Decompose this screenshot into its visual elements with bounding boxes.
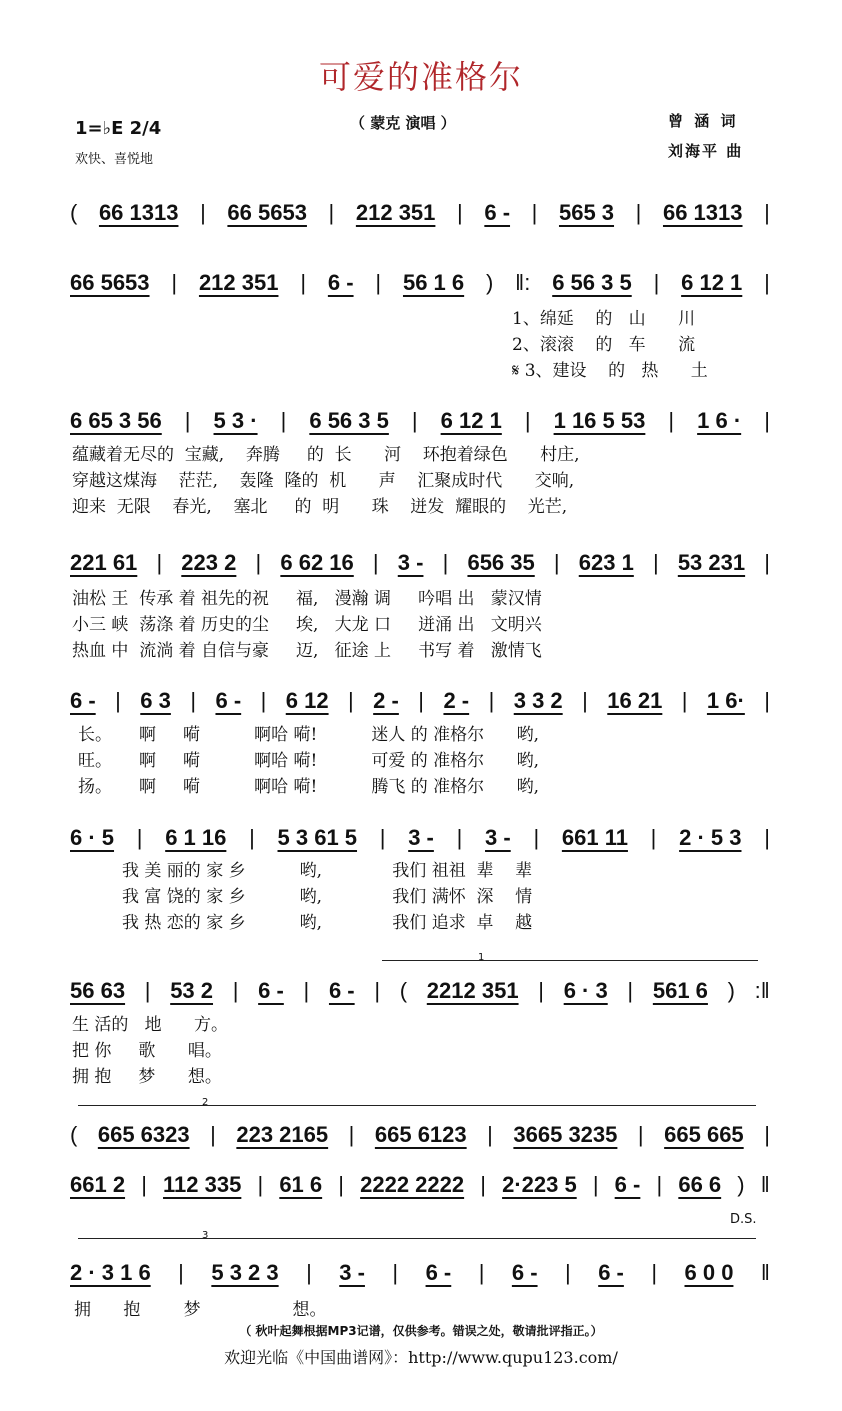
barline: | bbox=[260, 688, 267, 713]
measure: 16 21 bbox=[607, 688, 663, 713]
volta-bracket bbox=[78, 1105, 756, 1106]
notation-row bbox=[70, 408, 770, 434]
measure: 3 - bbox=[397, 550, 424, 575]
measure: 61 6 bbox=[279, 1172, 323, 1197]
notation-row bbox=[70, 550, 770, 576]
measure: 66 5653 bbox=[70, 270, 150, 295]
lyric-line: 拥 抱 梦 想。 bbox=[74, 1300, 327, 1320]
barline: | bbox=[764, 825, 770, 850]
notation-row bbox=[70, 825, 770, 851]
volta-bracket bbox=[382, 960, 758, 961]
lyrics-verse-intro bbox=[512, 306, 708, 384]
measure: 6 - bbox=[614, 1172, 641, 1197]
barline: | bbox=[255, 550, 262, 575]
barline: ) bbox=[727, 978, 735, 1003]
measure: 661 2 bbox=[70, 1172, 126, 1197]
measure: 6 1 16 bbox=[165, 825, 227, 850]
measure: 112 335 bbox=[163, 1172, 242, 1197]
footnote: （ 秋叶起舞根据MP3记谱，仅供参考。错误之处，敬请批评指正。） bbox=[239, 1324, 603, 1338]
composer-credit: 刘海平 曲 bbox=[668, 142, 744, 160]
lyric-line: 拥 抱 梦 想。 bbox=[72, 1067, 222, 1087]
measure: 2 - bbox=[443, 688, 470, 713]
barline: | bbox=[184, 408, 191, 433]
measure: 6 62 16 bbox=[280, 550, 354, 575]
volta-bracket bbox=[78, 1238, 756, 1239]
measure: 6 0 0 bbox=[684, 1260, 734, 1285]
lyric-line: 扬。 啊 嗬 啊哈 嗬! 腾飞 的 准格尔 哟, bbox=[78, 777, 539, 797]
barline: | bbox=[300, 270, 307, 295]
barline: | bbox=[764, 270, 770, 295]
barline: | bbox=[627, 978, 634, 1003]
barline: | bbox=[338, 1172, 344, 1197]
barline: | bbox=[200, 200, 206, 225]
measure: 6 - bbox=[215, 688, 242, 713]
measure: 6 - bbox=[327, 270, 354, 295]
lyrics-block bbox=[72, 442, 580, 520]
song-title: 可爱的准格尔 bbox=[318, 58, 523, 96]
measure: 6 · 3 bbox=[563, 978, 608, 1003]
barline: | bbox=[190, 688, 197, 713]
barline: | bbox=[136, 825, 143, 850]
barline: | bbox=[171, 270, 178, 295]
barline: | bbox=[635, 200, 642, 225]
notation-row bbox=[70, 200, 770, 226]
barline: | bbox=[374, 978, 381, 1003]
barline: | bbox=[764, 688, 770, 713]
barline: | bbox=[652, 550, 659, 575]
barline: | bbox=[582, 688, 588, 713]
lyric-line: 旺。 啊 嗬 啊哈 嗬! 可爱 的 准格尔 哟, bbox=[78, 751, 539, 771]
dal-segno-mark: D.S. bbox=[730, 1212, 757, 1227]
notation-row bbox=[70, 270, 770, 296]
barline: | bbox=[764, 408, 770, 433]
barline: | bbox=[553, 550, 560, 575]
measure: 2 · 3 1 6 bbox=[70, 1260, 151, 1285]
barline: | bbox=[379, 825, 386, 850]
measure: 221 61 bbox=[70, 550, 138, 575]
barline: | bbox=[533, 825, 540, 850]
measure: 6 12 1 bbox=[681, 270, 743, 295]
barline: | bbox=[488, 688, 495, 713]
barline: | bbox=[210, 1122, 216, 1147]
measure: 1 16 5 53 bbox=[553, 408, 646, 433]
measure: 56 63 bbox=[70, 978, 126, 1003]
barline: | bbox=[328, 200, 335, 225]
lyric-line: 𝄋 3、建设 的 热 土 bbox=[512, 361, 708, 381]
barline: ) bbox=[737, 1172, 745, 1197]
volta-number: 3 bbox=[202, 1230, 209, 1241]
measure: 66 1313 bbox=[662, 200, 743, 225]
barline: | bbox=[418, 688, 425, 713]
measure: 6 56 3 5 bbox=[552, 270, 632, 295]
lyric-line: 长。 啊 嗬 啊哈 嗬! 迷人 的 准格尔 哟, bbox=[78, 725, 539, 745]
barline: ) bbox=[485, 270, 494, 295]
volta-number: 2 bbox=[202, 1097, 209, 1108]
barline: | bbox=[531, 200, 538, 225]
barline: | bbox=[480, 1172, 486, 1197]
lyric-line: 迎来 无限 春光, 塞北 的 明 珠 迸发 耀眼的 光芒, bbox=[72, 497, 568, 517]
barline: | bbox=[456, 825, 463, 850]
barline: | bbox=[156, 550, 163, 575]
lyric-line: 把 你 歌 唱。 bbox=[72, 1041, 222, 1061]
measure: 3 - bbox=[485, 825, 511, 850]
measure: 565 3 bbox=[558, 200, 615, 225]
lyrics-block bbox=[74, 1295, 327, 1320]
lyric-line: 蕴藏着无尽的 宝藏, 奔腾 的 长 河 环抱着绿色 村庄, bbox=[72, 445, 580, 465]
lyrics-block bbox=[78, 722, 539, 800]
notation-row bbox=[70, 1122, 770, 1148]
lyric-line: 热血 中 流淌 着 自信与豪 迈, 征途 上 书写 着 激情飞 bbox=[72, 641, 542, 661]
measure: 561 6 bbox=[652, 978, 708, 1003]
lyric-line: 我 热 恋的 家 乡 哟, 我们 追求 卓 越 bbox=[122, 913, 533, 933]
barline: | bbox=[232, 978, 239, 1003]
measure: 6 - bbox=[70, 688, 96, 713]
barline: | bbox=[144, 978, 151, 1003]
barline: | bbox=[651, 1260, 658, 1285]
measure: 6 - bbox=[598, 1260, 624, 1285]
measure: 53 2 bbox=[170, 978, 214, 1003]
measure: 66 5653 bbox=[227, 200, 307, 225]
lyric-line: 我 美 丽的 家 乡 哟, 我们 祖祖 辈 辈 bbox=[122, 861, 533, 881]
barline: | bbox=[303, 978, 310, 1003]
measure: 6 12 bbox=[285, 688, 329, 713]
barline: | bbox=[538, 978, 544, 1003]
tempo-marking: 欢快、喜悦地 bbox=[75, 152, 154, 167]
lyric-line: 小三 峡 荡涤 着 历史的尘 埃, 大龙 口 迸涌 出 文明兴 bbox=[72, 615, 542, 635]
measure: 6 56 3 5 bbox=[309, 408, 389, 433]
measure: 656 35 bbox=[467, 550, 535, 575]
measure: 6 - bbox=[258, 978, 284, 1003]
measure: 5 3 61 5 bbox=[277, 825, 358, 850]
barline: ( bbox=[70, 200, 78, 225]
barline: | bbox=[306, 1260, 312, 1285]
measure: 5 3 2 3 bbox=[211, 1260, 279, 1285]
barline: | bbox=[141, 1172, 147, 1197]
barline: | bbox=[653, 270, 660, 295]
barline: | bbox=[764, 1122, 770, 1147]
measure: 6 - bbox=[328, 978, 355, 1003]
barline: | bbox=[372, 550, 379, 575]
notation-row bbox=[70, 1172, 770, 1198]
measure: 623 1 bbox=[578, 550, 634, 575]
barline: | bbox=[478, 1260, 485, 1285]
barline: | bbox=[650, 825, 657, 850]
barline: ( bbox=[399, 978, 408, 1003]
measure: 2 · 5 3 bbox=[679, 825, 742, 850]
barline: ‖ bbox=[760, 1260, 770, 1285]
measure: 2222 2222 bbox=[360, 1172, 465, 1197]
barline: | bbox=[392, 1260, 399, 1285]
measure: 1 6· bbox=[706, 688, 745, 713]
lyric-line: 穿越这煤海 茫茫, 轰隆 隆的 机 声 汇聚成时代 交响, bbox=[72, 471, 575, 491]
notation-row bbox=[70, 1260, 770, 1286]
lyrics-block bbox=[122, 858, 532, 936]
barline: ‖: bbox=[515, 270, 531, 295]
measure: 56 1 6 bbox=[402, 270, 465, 295]
barline: | bbox=[592, 1172, 599, 1197]
barline: | bbox=[668, 408, 675, 433]
measure: 66 1313 bbox=[98, 200, 179, 225]
measure: 223 2 bbox=[181, 550, 237, 575]
lyric-line: 油松 王 传承 着 祖先的祝 福, 漫瀚 调 吟唱 出 蒙汉情 bbox=[72, 589, 542, 609]
key-signature: 1=♭E 2/4 bbox=[75, 118, 162, 139]
measure: 6 - bbox=[484, 200, 511, 225]
measure: 2·223 5 bbox=[502, 1172, 577, 1197]
lyricist-credit: 曾 涵 词 bbox=[668, 112, 739, 130]
measure: 66 6 bbox=[678, 1172, 722, 1197]
measure: 5 3 · bbox=[213, 408, 258, 433]
barline: | bbox=[280, 408, 287, 433]
measure: 1 6 · bbox=[697, 408, 742, 433]
measure: 223 2165 bbox=[236, 1122, 329, 1147]
measure: 665 665 bbox=[664, 1122, 744, 1147]
barline: | bbox=[487, 1122, 493, 1147]
barline: | bbox=[375, 270, 382, 295]
measure: 53 231 bbox=[677, 550, 746, 575]
lyrics-block bbox=[72, 1012, 228, 1090]
measure: 3 - bbox=[339, 1260, 365, 1285]
volta-number: 1 bbox=[478, 952, 485, 963]
singer-credit: （ 蒙克 演唱 ） bbox=[350, 114, 456, 132]
barline: | bbox=[442, 550, 449, 575]
barline: | bbox=[249, 825, 255, 850]
barline: | bbox=[115, 688, 121, 713]
measure: 6 - bbox=[425, 1260, 452, 1285]
measure: 2 - bbox=[373, 688, 399, 713]
notation-row bbox=[70, 978, 770, 1004]
measure: 3 - bbox=[408, 825, 434, 850]
measure: 6 65 3 56 bbox=[70, 408, 162, 433]
barline: ( bbox=[70, 1122, 78, 1147]
barline: | bbox=[457, 200, 463, 225]
measure: 661 11 bbox=[561, 825, 628, 850]
barline: | bbox=[764, 550, 770, 575]
lyric-line: 2、滚滚 的 车 流 bbox=[512, 335, 696, 355]
barline: ‖ bbox=[760, 1172, 770, 1197]
barline: | bbox=[681, 688, 688, 713]
site-credit: 欢迎光临《中国曲谱网》：http://www.qupu123.com/ bbox=[224, 1348, 618, 1367]
measure: 212 351 bbox=[355, 200, 436, 225]
lyric-line: 1、绵延 的 山 川 bbox=[512, 309, 696, 329]
barline: | bbox=[411, 408, 418, 433]
barline: | bbox=[764, 200, 770, 225]
measure: 212 351 bbox=[198, 270, 279, 295]
measure: 665 6123 bbox=[374, 1122, 467, 1147]
barline: :‖ bbox=[754, 978, 770, 1003]
barline: | bbox=[656, 1172, 663, 1197]
barline: | bbox=[257, 1172, 264, 1197]
barline: | bbox=[348, 1122, 355, 1147]
measure: 665 6323 bbox=[97, 1122, 190, 1147]
measure: 6 · 5 bbox=[70, 825, 115, 850]
measure: 3 3 2 bbox=[513, 688, 563, 713]
barline: | bbox=[178, 1260, 184, 1285]
barline: | bbox=[348, 688, 354, 713]
measure: 6 - bbox=[511, 1260, 538, 1285]
measure: 3665 3235 bbox=[513, 1122, 618, 1147]
lyrics-block bbox=[72, 586, 542, 664]
measure: 6 12 1 bbox=[440, 408, 502, 433]
lyric-line: 生 活的 地 方。 bbox=[72, 1015, 229, 1035]
lyric-line: 我 富 饶的 家 乡 哟, 我们 满怀 深 情 bbox=[122, 887, 533, 907]
measure: 2212 351 bbox=[426, 978, 519, 1003]
barline: | bbox=[565, 1260, 571, 1285]
notation-row bbox=[70, 688, 770, 714]
measure: 6 3 bbox=[140, 688, 171, 713]
barline: | bbox=[524, 408, 531, 433]
barline: | bbox=[637, 1122, 644, 1147]
